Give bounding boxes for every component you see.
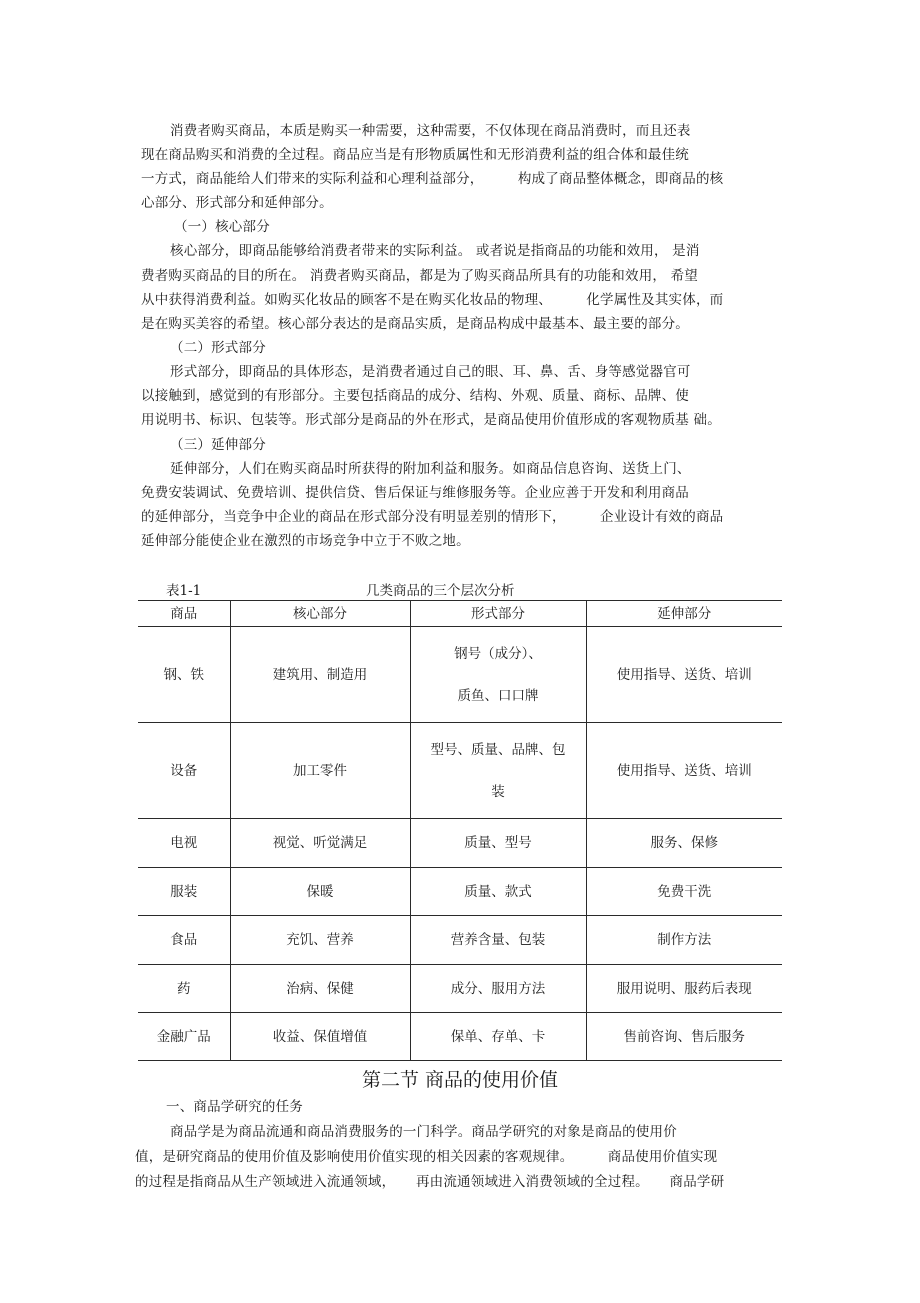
table-row xyxy=(138,723,782,819)
cell-form-line-1: 钢号（成分）、 xyxy=(454,645,542,662)
cell-core: 加工零件 xyxy=(230,723,410,819)
intro-line-1: 消费者购买商品，本质是购买一种需要，这种需要，不仅体现在商品消费时，而且还表 xyxy=(170,123,691,139)
cell-product: 食品 xyxy=(138,916,230,965)
core-heading: （一）核心部分 xyxy=(174,219,270,235)
table-header-row xyxy=(138,601,782,627)
table-row xyxy=(138,819,782,868)
cell-ext: 使用指导、送货、培训 xyxy=(586,723,782,819)
table-row xyxy=(138,965,782,1013)
ext-line-2: 免费安装调试、免费培训、提供信贷、售后保证与维修服务等。企业应善于开发和利用商品 xyxy=(141,485,689,501)
table-row xyxy=(138,868,782,916)
intro-line-3: 一方式，商品能给人们带来的实际利益和心理利益部分， 构成了商品整体概念，即商品的核 xyxy=(141,171,724,187)
cell-product: 服装 xyxy=(138,868,230,916)
cell-product: 钢、铁 xyxy=(138,627,230,723)
cell-core: 建筑用、制造用 xyxy=(230,627,410,723)
header-core: 核心部分 xyxy=(230,601,410,627)
cell-form xyxy=(410,723,586,819)
cell-product: 设备 xyxy=(138,723,230,819)
core-line-2: 费者购买商品的目的所在。 消费者购买商品，都是为了购买商品所具有的功能和效用， 希望 xyxy=(141,268,698,284)
ext-line-4: 延伸部分能使企业在激烈的市场竞争中立于不败之地。 xyxy=(141,533,470,549)
cell-core: 视觉、听觉满足 xyxy=(230,819,410,868)
cell-core: 收益、保值增值 xyxy=(230,1013,410,1061)
cell-form-line-1: 型号、质量、品牌、包 xyxy=(430,741,566,758)
cell-ext: 服用说明、服药后表现 xyxy=(586,965,782,1013)
ext-line-1: 延伸部分，人们在购买商品时所获得的附加利益和服务。如商品信息咨询、送货上门、 xyxy=(170,461,691,477)
cell-ext: 售前咨询、售后服务 xyxy=(586,1013,782,1061)
form-line-2: 以接触到，感觉到的有形部分。主要包括商品的成分、结构、外观、质量、商标、品牌、使 xyxy=(141,388,689,404)
cell-form: 保单、存单、卡 xyxy=(410,1013,586,1061)
form-heading: （二）形式部分 xyxy=(170,340,266,356)
intro-line-4: 心部分、形式部分和延伸部分。 xyxy=(141,195,333,211)
core-line-4: 是在购买美容的希望。核心部分表达的是商品实质，是商品构成中最基本、最主要的部分。 xyxy=(141,316,689,332)
cell-form-line-2: 质鱼、口口牌 xyxy=(457,687,539,704)
cell-core: 治病、保健 xyxy=(230,965,410,1013)
ext-line-3: 的延伸部分，当竞争中企业的商品在形式部分没有明显差别的情形下， 企业设计有效的商品 xyxy=(141,509,724,525)
section-title: 第二节 商品的使用价值 xyxy=(361,1069,559,1091)
header-product: 商品 xyxy=(138,601,230,627)
cell-form: 营养含量、包装 xyxy=(410,916,586,965)
product-levels-table xyxy=(138,600,782,1061)
cell-ext: 免费干洗 xyxy=(586,868,782,916)
cell-core: 充饥、营养 xyxy=(230,916,410,965)
cell-product: 药 xyxy=(138,965,230,1013)
cell-form: 质量、款式 xyxy=(410,868,586,916)
table-row xyxy=(138,916,782,965)
cell-product: 电视 xyxy=(138,819,230,868)
core-line-3: 从中获得消费利益。如购买化妆品的顾客不是在购买化妆品的物理、 化学属性及其实体，而 xyxy=(141,292,724,308)
cell-form-line-2: 装 xyxy=(491,783,505,800)
table-caption: 几类商品的三个层次分析 xyxy=(366,583,515,599)
cell-ext: 服务、保修 xyxy=(586,819,782,868)
cell-form: 成分、服用方法 xyxy=(410,965,586,1013)
ext-heading: （三）延伸部分 xyxy=(170,437,266,453)
section-line-1: 商品学是为商品流通和商品消费服务的一门科学。商品学研究的对象是商品的使用价 xyxy=(170,1124,677,1140)
table-row xyxy=(138,1013,782,1061)
table-row xyxy=(138,627,782,723)
cell-form xyxy=(410,627,586,723)
cell-form: 质量、型号 xyxy=(410,819,586,868)
cell-core: 保暖 xyxy=(230,868,410,916)
cell-ext: 制作方法 xyxy=(586,916,782,965)
cell-ext: 使用指导、送货、培训 xyxy=(586,627,782,723)
section-subheading: 一、商品学研究的任务 xyxy=(166,1099,303,1115)
intro-line-2: 现在商品购买和消费的全过程。商品应当是有形物质属性和无形消费利益的组合体和最佳统 xyxy=(141,147,689,163)
table-label: 表1-1 xyxy=(166,583,202,599)
section-line-2: 值，是研究商品的使用价值及影响使用价值实现的相关因素的客观规律。 商品使用价值实现 xyxy=(135,1149,718,1165)
header-form: 形式部分 xyxy=(410,601,586,627)
header-ext: 延伸部分 xyxy=(586,601,782,627)
core-line-1: 核心部分，即商品能够给消费者带来的实际利益。 或者说是指商品的功能和效用， 是消 xyxy=(170,243,700,259)
form-line-3: 用说明书、标识、包装等。形式部分是商品的外在形式，是商品使用价值形成的客观物质基 础。 xyxy=(141,412,721,428)
form-line-1: 形式部分，即商品的具体形态，是消费者通过自己的眼、耳、鼻、舌、身等感觉器官可 xyxy=(170,364,691,380)
cell-product: 金融广品 xyxy=(138,1013,230,1061)
section-line-3: 的过程是指商品从生产领域进入流通领域， 再由流通领域进入消费领域的全过程。 商品学研 xyxy=(135,1174,725,1190)
